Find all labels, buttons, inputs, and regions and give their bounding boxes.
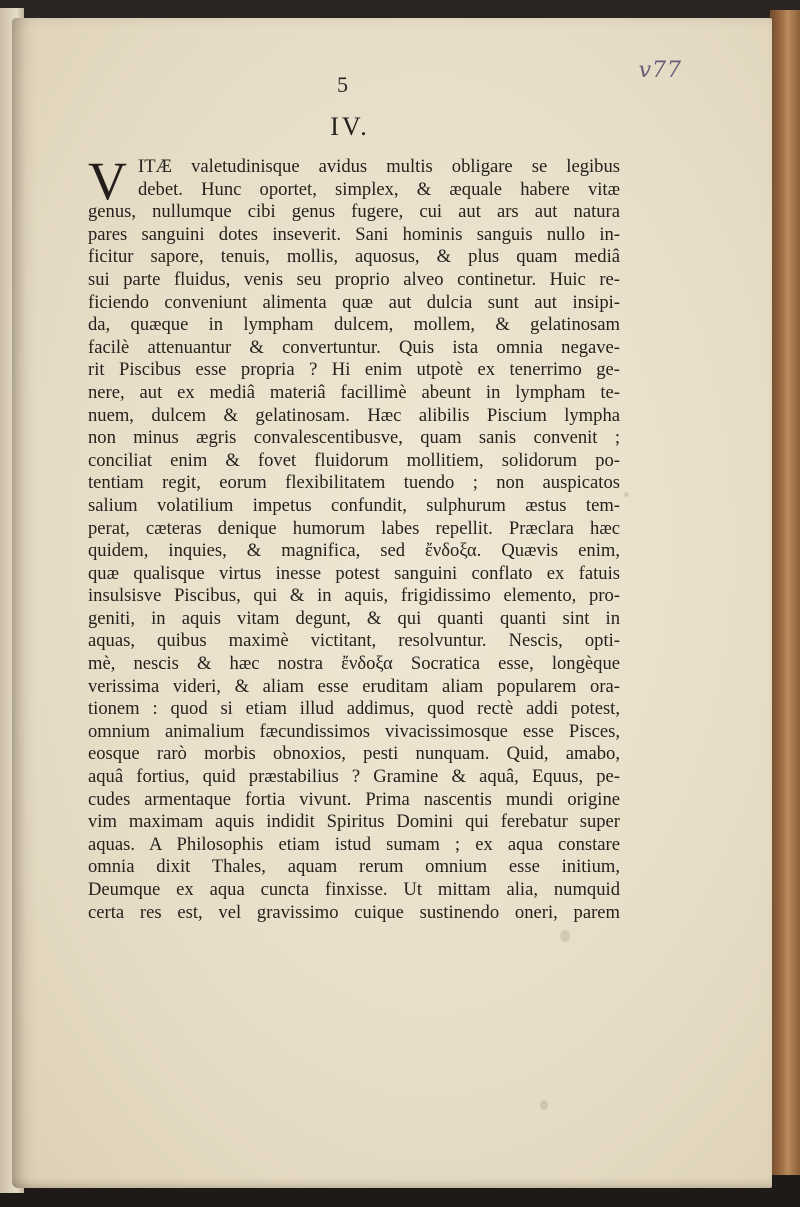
text-line: quidem, inquies, & magnifica, sed ἔνδοξα. Quævis enim, — [88, 540, 620, 562]
text-line: da, quæque in lympham dulcem, mollem, & gelatinosam — [88, 314, 620, 336]
text-line: omnium animalium fæcundissimos vivacissimosque esse Pisces, — [88, 720, 620, 742]
text-line: salium volatilium impetus confundit, sulphurum æstus tem- — [88, 494, 620, 516]
handwritten-folio-number: v77 — [638, 58, 682, 83]
scanner-background — [0, 0, 800, 20]
text-line: mè, nescis & hæc nostra ἔνδοξα Socratica esse, longèque — [88, 653, 620, 675]
text-line: pares sanguini dotes inseverit. Sani hominis sanguis nullo in- — [88, 223, 620, 245]
text-line: aquas. A Philosophis etiam istud sumam ; ex aqua constare — [88, 833, 620, 855]
drop-cap-initial: V — [88, 151, 127, 211]
paper-spot — [624, 492, 629, 497]
text-line: conciliat enim & fovet fluidorum mollitiem, solidorum po- — [88, 449, 620, 471]
book-fore-edge — [770, 10, 800, 1175]
text-line: vim maximam aquis indidit Spiritus Domini qui ferebatur super — [88, 811, 620, 833]
text-line: Deumque ex aqua cuncta finxisse. Ut mittam alia, numquid — [88, 879, 620, 900]
text-line: debet. Hunc oportet, simplex, & æquale habere vitæ — [138, 178, 620, 200]
paper-spot — [540, 1100, 548, 1110]
text-line: geniti, in aquis vitam degunt, & qui quanti quanti sint in — [88, 607, 620, 629]
text-line: tionem : quod si etiam illud addimus, quod rectè addi potest, — [88, 698, 620, 720]
text-line: rit Piscibus esse propria ? Hi enim utpotè ex tenerrimo ge- — [88, 359, 620, 381]
paper-spot — [560, 930, 570, 942]
signature-mark: 5 — [337, 72, 348, 97]
text-line: ficiendo conveniunt alimenta quæ aut dulcia sunt aut insipi- — [88, 291, 620, 313]
text-line: non minus ægris convalescentibusve, quam sanis convenit ; — [88, 427, 620, 449]
text-line: tentiam regit, eorum flexibilitatem tuendo ; non auspicatos — [88, 472, 620, 494]
text-line: certa res est, vel gravissimo cuique sustinendo oneri, parem — [88, 901, 620, 923]
section-heading: IV. — [330, 112, 370, 141]
text-line: eosque rarò morbis obnoxios, pesti nunquam. Quid, amabo, — [88, 743, 620, 765]
text-line: omnia dixit Thales, aquam rerum omnium esse initium, — [88, 856, 620, 878]
text-line: perat, cæteras denique humorum labes repellit. Præclara hæc — [88, 517, 620, 539]
text-line: nuem, dulcem & gelatinosam. Hæc alibilis Piscium lympha — [88, 404, 620, 426]
text-line: genus, nullumque cibi genus fugere, cui aut ars aut natura — [88, 201, 620, 223]
text-line: sui parte fluidus, venis seu proprio alveo continetur. Huic re- — [88, 268, 620, 290]
body-text — [88, 151, 620, 924]
text-line: aquas, quibus maximè victitant, resolvuntur. Nescis, opti- — [88, 630, 620, 652]
text-line: ficitur sapore, tenuis, mollis, aquosus, & plus quam mediâ — [88, 246, 620, 268]
text-line: nere, aut ex mediâ materiâ facillimè abeunt in lympham te- — [88, 381, 620, 403]
text-line: verissima videri, & aliam esse eruditam aliam popularem ora- — [88, 675, 620, 697]
text-line: quæ qualisque virtus inesse potest sanguini conflato ex fatuis — [88, 562, 620, 584]
text-line: aquâ fortius, quid præstabilius ? Gramine & aquâ, Equus, pe- — [88, 766, 620, 788]
text-line: facilè attenuantur & convertuntur. Quis ista omnia negave- — [88, 336, 620, 358]
text-line: insulsisve Piscibus, qui & in aquis, frigidissimo elemento, pro- — [88, 585, 620, 607]
text-line: cudes armentaque fortia vivunt. Prima nascentis mundi origine — [88, 788, 620, 810]
text-line: ITÆ valetudinisque avidus multis obligare se legibus — [138, 156, 620, 177]
